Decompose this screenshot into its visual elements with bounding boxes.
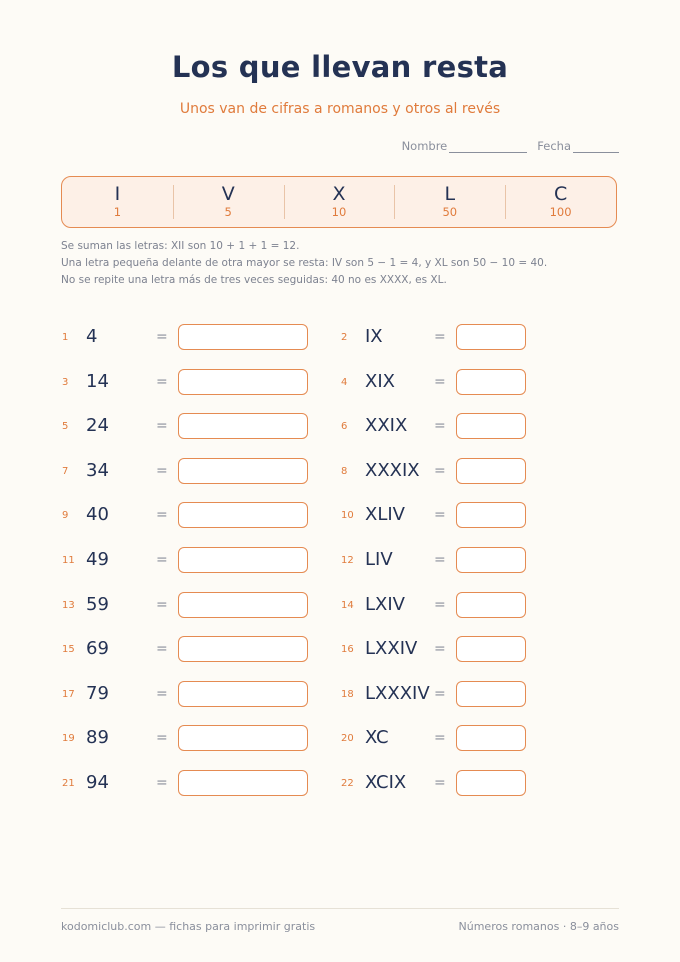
equals-sign: =	[434, 418, 446, 435]
exercise-number: 4	[341, 376, 348, 388]
legend-cell	[284, 177, 395, 227]
exercise-number: 8	[341, 465, 348, 477]
equals-sign: =	[156, 552, 168, 568]
exercise-number: 12	[341, 555, 354, 566]
rules-text	[61, 238, 621, 289]
exercise-question: XC	[365, 727, 389, 749]
exercise-question: IX	[365, 326, 383, 347]
exercise-question: 4	[86, 326, 98, 347]
answer-box[interactable]	[456, 592, 526, 618]
exercise-number: 7	[62, 465, 69, 477]
equals-sign: =	[434, 462, 446, 479]
exercise-question: 14	[86, 370, 109, 392]
exercise-row	[341, 324, 526, 354]
answer-box[interactable]	[456, 502, 526, 528]
exercise-row	[62, 636, 308, 666]
name-field[interactable]	[402, 139, 528, 153]
footer-topic: Números romanos · 8–9 años	[458, 920, 619, 933]
exercise-question: 59	[86, 593, 109, 615]
answer-box[interactable]	[178, 458, 308, 484]
exercise-question: XXIX	[365, 415, 408, 437]
rule-line: Se suman las letras: XII son 10 + 1 + 1 = 12.	[61, 240, 300, 252]
exercise-number: 11	[62, 555, 75, 566]
equals-sign: =	[156, 418, 168, 435]
exercise-number: 17	[62, 688, 75, 700]
date-field[interactable]	[537, 139, 619, 153]
exercise-row	[341, 725, 526, 755]
answer-box[interactable]	[456, 681, 526, 707]
legend-cell	[505, 177, 616, 227]
legend-symbol: X	[332, 183, 346, 205]
equals-sign: =	[434, 596, 446, 613]
exercise-row	[62, 592, 308, 622]
exercise-number: 18	[341, 688, 354, 700]
equals-sign: =	[434, 552, 446, 568]
answer-box[interactable]	[178, 369, 308, 395]
roman-legend	[61, 176, 617, 228]
exercise-row	[341, 636, 526, 666]
exercise-row	[62, 324, 308, 354]
legend-value: 100	[549, 205, 572, 219]
exercise-question: XXXIX	[365, 459, 420, 481]
page-title: Los que llevan resta	[171, 50, 509, 84]
rule-line: Una letra pequeña delante de otra mayor se resta: IV son 5 − 1 = 4, y XL son 50 − 10 = 40.	[61, 257, 548, 269]
legend-symbol: V	[221, 183, 235, 205]
legend-cell	[173, 177, 284, 227]
exercise-row	[62, 413, 308, 443]
equals-sign: =	[434, 641, 446, 658]
exercise-number: 21	[62, 778, 75, 789]
answer-box[interactable]	[456, 413, 526, 439]
exercise-question: LXXXIV	[365, 682, 430, 704]
equals-sign: =	[156, 775, 168, 791]
exercise-question: 40	[86, 504, 109, 526]
exercise-row	[62, 681, 308, 711]
rule-line: No se repite una letra más de tres veces seguidas: 40 no es XXXX, es XL.	[61, 274, 447, 286]
legend-symbol: C	[553, 183, 568, 205]
equals-sign: =	[156, 373, 168, 390]
answer-box[interactable]	[456, 324, 526, 350]
equals-sign: =	[434, 730, 446, 747]
exercise-row	[341, 770, 526, 800]
exercise-row	[341, 502, 526, 532]
exercise-number: 10	[341, 510, 354, 522]
exercise-row	[62, 770, 308, 800]
date-label: Fecha	[537, 139, 571, 153]
equals-sign: =	[156, 685, 168, 702]
equals-sign: =	[434, 685, 446, 702]
equals-sign: =	[434, 329, 446, 345]
exercise-row	[341, 547, 526, 577]
legend-value: 50	[442, 205, 458, 219]
footer-site: kodomiclub.com — fichas para imprimir gratis	[61, 920, 316, 933]
exercise-row	[341, 592, 526, 622]
legend-cell	[394, 177, 505, 227]
legend-cell	[62, 177, 173, 227]
answer-box[interactable]	[178, 547, 308, 573]
exercise-question: XLIV	[365, 504, 405, 526]
footer-divider	[61, 908, 619, 909]
exercise-question: LIV	[365, 549, 393, 570]
exercise-number: 15	[62, 644, 75, 656]
exercise-question: 24	[86, 415, 109, 437]
legend-value: 5	[224, 205, 232, 219]
equals-sign: =	[434, 373, 446, 390]
answer-box[interactable]	[456, 770, 526, 796]
exercise-row	[341, 369, 526, 399]
answer-box[interactable]	[456, 369, 526, 395]
name-label: Nombre	[401, 139, 448, 153]
exercise-number: 9	[62, 510, 69, 522]
exercise-row	[62, 725, 308, 755]
legend-value: 10	[331, 205, 347, 219]
exercise-number: 16	[341, 644, 354, 656]
answer-box[interactable]	[456, 636, 526, 662]
name-date-fields	[402, 139, 619, 153]
answer-box[interactable]	[456, 725, 526, 751]
exercise-number: 3	[62, 376, 69, 388]
answer-box[interactable]	[178, 502, 308, 528]
exercise-question: 89	[86, 727, 109, 749]
answer-box[interactable]	[178, 592, 308, 618]
exercise-row	[62, 369, 308, 399]
exercise-question: XCIX	[365, 772, 407, 793]
exercise-row	[341, 413, 526, 443]
answer-box[interactable]	[178, 681, 308, 707]
exercise-question: LXIV	[365, 593, 405, 615]
equals-sign: =	[156, 730, 168, 747]
exercise-number: 19	[62, 733, 75, 745]
exercise-question: LXXIV	[365, 638, 418, 660]
answer-box[interactable]	[456, 547, 526, 573]
exercise-question: XIX	[365, 370, 395, 392]
legend-symbol: L	[444, 183, 456, 205]
equals-sign: =	[434, 775, 446, 791]
answer-box[interactable]	[178, 770, 308, 796]
exercise-row	[341, 681, 526, 711]
equals-sign: =	[156, 641, 168, 658]
equals-sign: =	[156, 596, 168, 613]
answer-box[interactable]	[178, 413, 308, 439]
answer-box[interactable]	[456, 458, 526, 484]
exercise-question: 49	[86, 549, 109, 570]
exercise-row	[341, 458, 526, 488]
answer-box[interactable]	[178, 324, 308, 350]
answer-box[interactable]	[178, 636, 308, 662]
exercise-row	[62, 502, 308, 532]
equals-sign: =	[156, 462, 168, 479]
exercise-number: 20	[341, 733, 354, 745]
exercise-question: 34	[86, 459, 109, 481]
legend-symbol: I	[114, 183, 121, 205]
exercise-number: 6	[341, 421, 348, 433]
exercise-number: 1	[62, 332, 69, 343]
exercise-number: 22	[341, 778, 354, 789]
legend-value: 1	[113, 205, 122, 219]
answer-box[interactable]	[178, 725, 308, 751]
exercise-number: 2	[341, 332, 348, 343]
exercise-row	[62, 458, 308, 488]
exercise-number: 13	[62, 599, 75, 611]
exercise-question: 79	[86, 682, 109, 704]
exercise-number: 5	[62, 421, 69, 433]
exercise-question: 94	[86, 772, 109, 793]
exercise-number: 14	[341, 599, 354, 611]
exercise-row	[62, 547, 308, 577]
equals-sign: =	[156, 329, 168, 345]
equals-sign: =	[434, 507, 446, 524]
equals-sign: =	[156, 507, 168, 524]
page-subtitle: Unos van de cifras a romanos y otros al revés	[179, 101, 501, 117]
exercise-question: 69	[86, 638, 109, 660]
